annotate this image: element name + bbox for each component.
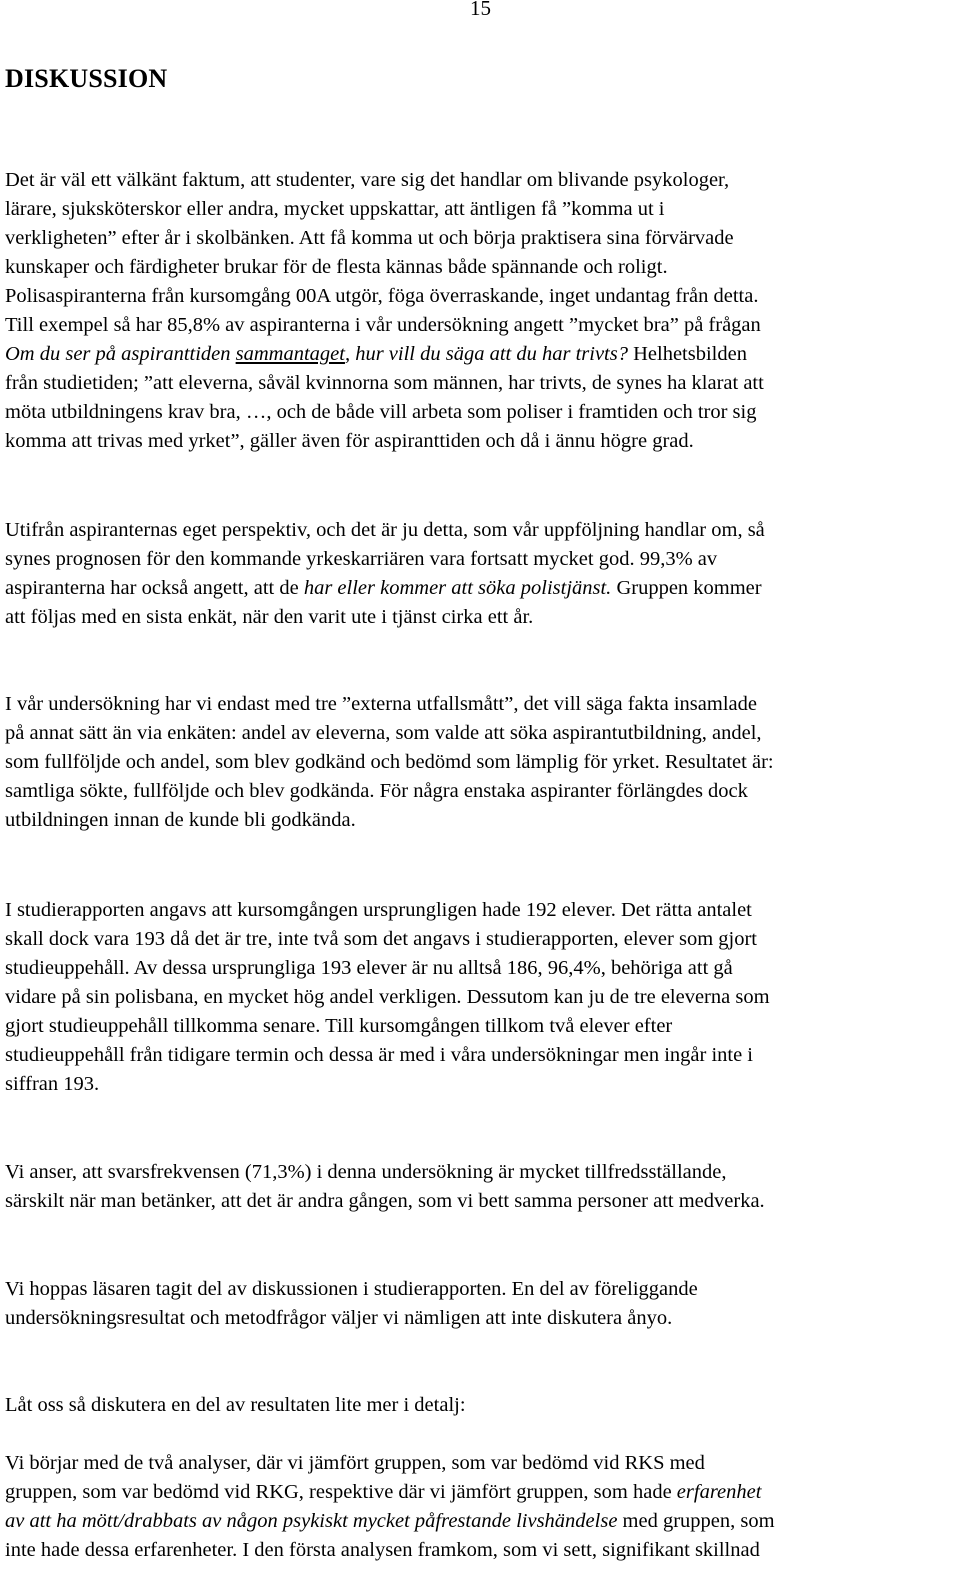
p2-line-3-start: aspiranterna har också angett, att de: [5, 577, 304, 599]
p6-line-2: undersökningsresultat och metodfrågor väljer vi nämligen att inte diskutera ånyo.: [5, 1307, 673, 1329]
p4-line-3: studieuppehåll. Av dessa ursprungliga 193 elever är nu alltså 186, 96,4%, behöriga att gå: [5, 957, 733, 979]
p3-line-4: samtliga sökte, fullföljde och blev godkända. För några enstaka aspiranter förlängdes dock: [5, 780, 748, 802]
p8-italic-phrase-start: erfarenhet: [676, 1481, 762, 1503]
p1-line-1: Det är väl ett välkänt faktum, att studenter, vare sig det handlar om blivande psykologer,: [5, 169, 730, 191]
paragraph-5: [5, 1158, 957, 1216]
p1-line-7: [5, 340, 957, 369]
p4-line-4: vidare på sin polisbana, en mycket hög andel verkligen. Dessutom kan ju de tre eleverna som: [5, 986, 770, 1008]
survey-question-part-1: Om du ser på aspiranttiden: [5, 343, 236, 365]
p1-line-4: kunskaper och färdigheter brukar för de flesta kännas både spännande och roligt.: [5, 256, 668, 278]
p2-line-4: att följas med en sista enkät, när den varit ute i tjänst cirka ett år.: [5, 606, 534, 628]
p4-line-2: skall dock vara 193 då det är tre, inte två som det angavs i studierapporten, elever som gjort: [5, 928, 758, 950]
p8-line-1: Vi börjar med de två analyser, där vi jämfört gruppen, som var bedömd vid RKS med: [5, 1452, 705, 1474]
p5-line-1: Vi anser, att svarsfrekvensen (71,3%) i denna undersökning är mycket tillfredsställande,: [5, 1161, 727, 1183]
p8-line-4: inte hade dessa erfarenheter. I den första analysen framkom, som vi sett, signifikant skillnad: [5, 1539, 760, 1561]
p8-line-2: [5, 1478, 957, 1507]
p3-line-5: utbildningen innan de kunde bli godkända.: [5, 809, 356, 831]
p1-line-7-rest: Helhetsbilden: [627, 343, 747, 365]
p1-line-10: komma att trivas med yrket”, gäller även för aspiranttiden och då i ännu högre grad.: [5, 430, 694, 452]
p1-line-9: möta utbildningens krav bra, …, och de både vill arbeta som poliser i framtiden och tror sig: [5, 401, 757, 423]
paragraph-4: [5, 896, 957, 1099]
p1-line-3: verkligheten” efter år i skolbänken. Att få komma ut och börja praktisera sina förvärvade: [5, 227, 734, 249]
p4-line-1: I studierapporten angavs att kursomgången ursprungligen hade 192 elever. Det rätta antalet: [5, 899, 752, 921]
p4-line-5: gjort studieuppehåll tillkomma senare. Till kursomgången tillkom två elever efter: [5, 1015, 673, 1037]
p2-line-3-end: Gruppen kommer: [611, 577, 762, 599]
survey-question-underlined: sammantaget: [235, 343, 345, 365]
survey-question-part-2: , hur vill du säga att du har trivts?: [344, 343, 628, 365]
p5-line-2: särskilt när man betänker, att det är andra gången, som vi bett samma personer att medverka.: [5, 1190, 765, 1212]
page-number: 15: [470, 0, 491, 20]
p1-line-5: Polisaspiranterna från kursomgång 00A utgör, föga överraskande, inget undantag från detta.: [5, 285, 759, 307]
paragraph-2: [5, 516, 957, 632]
p8-italic-phrase-end: av att ha mött/drabbats av någon psykiskt mycket påfrestande livshändelse: [5, 1510, 618, 1532]
p4-line-7: siffran 193.: [5, 1073, 100, 1095]
p3-line-1: I vår undersökning har vi endast med tre ”externa utfallsmått”, det vill säga fakta insamlade: [5, 693, 757, 715]
p2-line-2: synes prognosen för den kommande yrkeskarriären vara fortsatt mycket god. 99,3% av: [5, 548, 718, 570]
p6-line-1: Vi hoppas läsaren tagit del av diskussionen i studierapporten. En del av föreliggande: [5, 1278, 698, 1300]
paragraph-7: [5, 1391, 957, 1420]
p8-line-3-end: med gruppen, som: [617, 1510, 775, 1532]
p3-line-2: på annat sätt än via enkäten: andel av eleverna, som valde att söka aspirantutbildning, andel,: [5, 722, 762, 744]
paragraph-1: [5, 166, 957, 456]
p1-line-6: Till exempel så har 85,8% av aspiranterna i vår undersökning angett ”mycket bra” på frågan: [5, 314, 761, 336]
paragraph-8: [5, 1449, 957, 1565]
p1-line-2: lärare, sjuksköterskor eller andra, mycket uppskattar, att äntligen få ”komma ut i: [5, 198, 665, 220]
p2-italic-phrase: har eller kommer att söka polistjänst.: [303, 577, 612, 599]
section-heading: DISKUSSION: [5, 64, 168, 93]
paragraph-6: [5, 1275, 957, 1333]
p8-line-3: [5, 1507, 957, 1536]
p3-line-3: som fullföljde och andel, som blev godkänd och bedömd som lämplig för yrket. Resultatet är:: [5, 751, 774, 773]
p7-line-1: Låt oss så diskutera en del av resultaten lite mer i detalj:: [5, 1394, 466, 1416]
paragraph-3: [5, 690, 957, 835]
p2-line-3: [5, 574, 957, 603]
p1-line-8: från studietiden; ”att eleverna, såväl kvinnorna som männen, har trivts, de synes ha klarat att: [5, 372, 764, 394]
p4-line-6: studieuppehåll från tidigare termin och dessa är med i våra undersökningar men ingår inte i: [5, 1044, 753, 1066]
p2-line-1: Utifrån aspiranternas eget perspektiv, och det är ju detta, som vår uppföljning handlar om, så: [5, 519, 765, 541]
p8-line-2-start: gruppen, som var bedömd vid RKG, respektive där vi jämfört gruppen, som hade: [5, 1481, 677, 1503]
